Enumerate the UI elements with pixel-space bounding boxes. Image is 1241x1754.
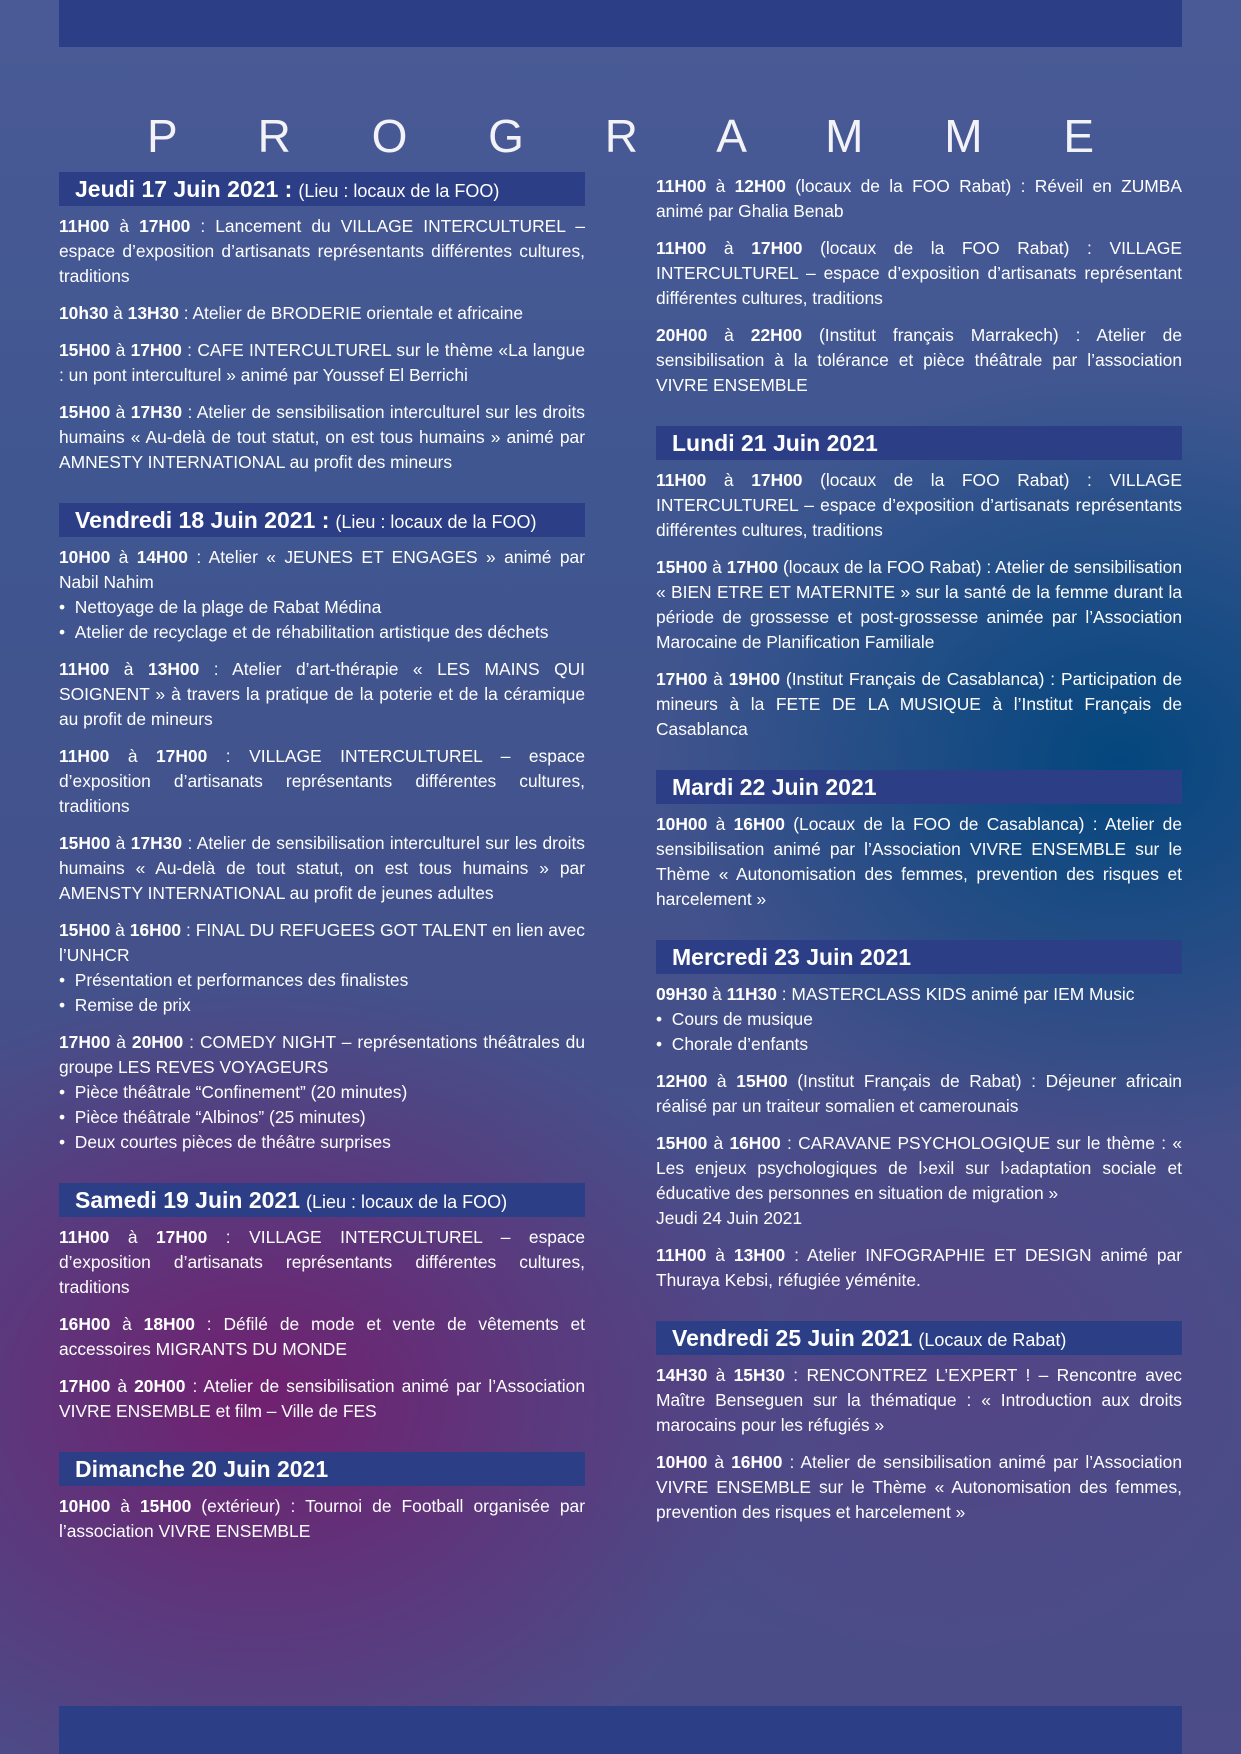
time-separator: à — [707, 669, 729, 689]
start-time: 11H00 — [59, 659, 110, 679]
start-time: 15H00 — [59, 920, 111, 940]
day-header — [656, 1321, 1182, 1355]
start-time: 09H30 — [656, 984, 708, 1004]
time-separator: à — [110, 1376, 135, 1396]
end-time: 13H00 — [733, 1245, 786, 1265]
time-separator: à — [110, 340, 131, 360]
schedule-entry — [59, 744, 585, 819]
bullet-item: • Pièce théâtrale “Confinement” (20 minutes) — [59, 1080, 585, 1105]
day-section — [59, 1183, 585, 1424]
end-time: 17H00 — [139, 216, 191, 236]
start-time: 11H00 — [59, 746, 110, 766]
end-time: 17H00 — [726, 557, 779, 577]
time-separator: à — [109, 216, 140, 236]
day-section — [656, 1321, 1182, 1525]
schedule-entry — [656, 236, 1182, 311]
start-time: 15H00 — [59, 833, 111, 853]
end-time: 15H00 — [736, 1071, 788, 1091]
day-header — [59, 1183, 585, 1217]
time-separator: à — [109, 1227, 157, 1247]
schedule-entry — [656, 1450, 1182, 1525]
time-separator: à — [706, 238, 752, 258]
entry-description: : Atelier INFOGRAPHIE ET DESIGN animé par Thuraya Kebsi, réfugiée yéménite. — [656, 1245, 1182, 1290]
end-time: 17H00 — [751, 238, 803, 258]
start-time: 14H30 — [656, 1365, 708, 1385]
schedule-entry — [656, 667, 1182, 742]
schedule-entry — [59, 214, 585, 289]
end-time: 20H00 — [134, 1376, 186, 1396]
schedule-entry — [656, 468, 1182, 543]
start-time: 12H00 — [656, 1071, 708, 1091]
start-time: 10H00 — [59, 1496, 111, 1516]
start-time: 15H00 — [59, 402, 111, 422]
start-time: 20H00 — [656, 325, 708, 345]
bullet-item: • Présentation et performances des finalistes — [59, 968, 585, 993]
bottom-banner — [59, 1706, 1182, 1754]
day-location: (Locaux de Rabat) — [918, 1330, 1067, 1350]
schedule-entry — [656, 982, 1182, 1057]
time-separator: à — [707, 1452, 732, 1472]
entry-description: (locaux de la FOO Rabat) : VILLAGE INTERCULTUREL – espace d’exposition d’artisanats représentant différentes cultures, traditions — [656, 238, 1183, 308]
end-time: 17H30 — [130, 402, 183, 422]
day-section — [656, 174, 1182, 398]
end-time: 16H00 — [729, 1133, 781, 1153]
day-title: Jeudi 17 Juin 2021 : — [75, 176, 293, 202]
day-section — [656, 940, 1182, 1293]
schedule-entry — [59, 400, 585, 475]
day-location: (Lieu : locaux de la FOO) — [298, 181, 500, 201]
day-section — [656, 770, 1182, 912]
end-time: 16H00 — [733, 814, 785, 834]
schedule-entry — [656, 1069, 1182, 1119]
time-separator: à — [706, 470, 752, 490]
bullet-item: • Atelier de recyclage et de réhabilitation artistique des déchets — [59, 620, 585, 645]
bullet-item: • Remise de prix — [59, 993, 585, 1018]
day-header — [59, 503, 585, 537]
time-separator: à — [707, 325, 751, 345]
start-time: 11H00 — [59, 216, 110, 236]
schedule-entry — [59, 301, 585, 326]
time-separator: à — [109, 746, 157, 766]
start-time: 10h30 — [59, 303, 109, 323]
day-header — [656, 770, 1182, 804]
entry-description: : CAFE INTERCULTUREL sur le thème «La langue : un pont interculturel » animé par Youssef El Berrichi — [59, 340, 585, 385]
end-time: 17H00 — [156, 1227, 208, 1247]
entry-description: (locaux de la FOO Rabat) : Atelier de sensibilisation « BIEN ETRE ET MATERNITE » sur la santé de la femme durant la période de grossesse et post-grossesse animée par l’Association Marocaine de Planification Familiale — [656, 557, 1182, 652]
schedule-entry — [59, 1225, 585, 1300]
entry-description: : Lancement du VILLAGE INTERCULTUREL – espace d’exposition d’artisanats représentants différentes cultures, traditions — [59, 216, 585, 286]
end-time: 17H30 — [130, 833, 183, 853]
schedule-entry — [656, 812, 1182, 912]
bullet-item: • Pièce théâtrale “Albinos” (25 minutes) — [59, 1105, 585, 1130]
day-title: Vendredi 25 Juin 2021 — [672, 1325, 913, 1351]
right-column — [656, 174, 1182, 1553]
entry-description: (locaux de la FOO Rabat) : VILLAGE INTERCULTUREL – espace d’exposition d’artisanats représentants différentes cultures, traditions — [656, 470, 1183, 540]
entry-description: : Atelier de sensibilisation animé par l’Association VIVRE ENSEMBLE sur le Thème « Autonomisation des femmes, prevention des risques et harcelement » — [656, 1452, 1182, 1522]
start-time: 15H00 — [656, 1133, 708, 1153]
day-title: Dimanche 20 Juin 2021 — [75, 1456, 329, 1482]
day-header — [59, 172, 585, 206]
entry-description: (Institut Français de Casablanca) : Participation de mineurs à la FETE DE LA MUSIQUE à l’Institut Français de Casablanca — [656, 669, 1182, 739]
page-title: P R O G R A M M E — [146, 109, 1129, 162]
entry-description: : Atelier d’art-thérapie « LES MAINS QUI SOIGNENT » à travers la pratique de la poterie et de la céramique au profit de mineurs — [59, 659, 585, 729]
entry-description: : Atelier de sensibilisation interculturel sur les droits humains « Au-delà de tout statut, on est tous humains » animé par AMNESTY INTERNATIONAL au profit des mineurs — [59, 402, 585, 472]
end-time: 18H00 — [143, 1314, 195, 1334]
end-time: 11H30 — [726, 984, 777, 1004]
entry-description: (Locaux de la FOO de Casablanca) : Atelier de sensibilisation animé par l’Association VIVRE ENSEMBLE sur le Thème « Autonomisation des femmes, prevention des risques et harcelement » — [656, 814, 1182, 909]
schedule-entry — [656, 174, 1182, 224]
start-time: 17H00 — [656, 669, 708, 689]
schedule-entry — [656, 1243, 1182, 1293]
schedule-entry — [59, 338, 585, 388]
entry-description: : VILLAGE INTERCULTUREL – espace d’exposition d’artisanats représentants différentes cultures, traditions — [59, 1227, 585, 1297]
time-separator: à — [110, 1314, 144, 1334]
day-section — [59, 1452, 585, 1544]
time-separator: à — [707, 1071, 737, 1091]
day-header — [59, 1452, 585, 1486]
schedule-entry — [656, 1363, 1182, 1438]
start-time: 11H00 — [656, 470, 707, 490]
schedule-entry — [59, 657, 585, 732]
top-banner — [59, 0, 1182, 47]
start-time: 17H00 — [59, 1032, 111, 1052]
schedule-entry — [59, 1312, 585, 1362]
time-separator: à — [707, 814, 734, 834]
schedule-entry — [59, 1374, 585, 1424]
entry-description: : Atelier de sensibilisation interculturel sur les droits humains « Au-delà de tout statut, on est tous humains » par AMENSTY INTERNATIONAL au profit de jeunes adultes — [59, 833, 585, 903]
end-time: 13H00 — [148, 659, 200, 679]
entry-description: : RENCONTREZ L’EXPERT ! – Rencontre avec Maître Benseguen sur la thématique : « Introduction aux droits marocains pour les réfugiés » — [656, 1365, 1182, 1435]
end-time: 17H00 — [130, 340, 182, 360]
schedule-entry — [656, 1131, 1182, 1231]
entry-description: (extérieur) : Tournoi de Football organisée par l’association VIVRE ENSEMBLE — [59, 1496, 585, 1541]
time-separator: à — [707, 557, 727, 577]
start-time: 11H00 — [656, 238, 707, 258]
end-time: 17H00 — [156, 746, 208, 766]
end-time: 13H30 — [127, 303, 179, 323]
end-time: 16H00 — [731, 1452, 783, 1472]
day-section — [59, 172, 585, 475]
time-separator: à — [707, 1365, 734, 1385]
entry-description: : Atelier de BRODERIE orientale et africaine — [178, 303, 524, 323]
day-location: (Lieu : locaux de la FOO) — [306, 1192, 508, 1212]
end-time: 20H00 — [131, 1032, 184, 1052]
schedule-entry — [656, 323, 1182, 398]
schedule-entry — [59, 831, 585, 906]
entry-description: (Institut Français de Rabat) : Déjeuner africain réalisé par un traiteur somalien et camerounais — [656, 1071, 1182, 1116]
time-separator: à — [108, 303, 128, 323]
start-time: 16H00 — [59, 1314, 111, 1334]
start-time: 15H00 — [59, 340, 111, 360]
schedule-entry — [59, 1494, 585, 1544]
entry-description: : Atelier de sensibilisation animé par l’Association VIVRE ENSEMBLE et film – Ville de FES — [59, 1376, 585, 1421]
time-separator: à — [110, 920, 130, 940]
start-time: 11H00 — [656, 1245, 707, 1265]
entry-note: Jeudi 24 Juin 2021 — [656, 1208, 803, 1228]
bullet-item: • Cours de musique — [656, 1007, 1182, 1032]
schedule-entry — [656, 555, 1182, 655]
entry-description: : COMEDY NIGHT – représentations théâtrales du groupe LES REVES VOYAGEURS — [59, 1032, 585, 1077]
start-time: 15H00 — [656, 557, 708, 577]
start-time: 10H00 — [59, 547, 111, 567]
time-separator: à — [110, 547, 137, 567]
end-time: 15H30 — [733, 1365, 785, 1385]
entry-description: : FINAL DU REFUGEES GOT TALENT en lien avec l’UNHCR — [59, 920, 585, 965]
time-separator: à — [110, 1496, 140, 1516]
time-separator: à — [707, 1133, 730, 1153]
entry-description: (Institut français Marrakech) : Atelier de sensibilisation à la tolérance et pièce théâtrale par l’association VIVRE ENSEMBLE — [656, 325, 1182, 395]
time-separator: à — [706, 176, 735, 196]
day-title: Samedi 19 Juin 2021 — [75, 1187, 301, 1213]
day-location: (Lieu : locaux de la FOO) — [335, 512, 537, 532]
end-time: 22H00 — [750, 325, 803, 345]
end-time: 17H00 — [751, 470, 803, 490]
start-time: 10H00 — [656, 1452, 708, 1472]
end-time: 12H00 — [734, 176, 786, 196]
day-title: Mardi 22 Juin 2021 — [672, 774, 877, 800]
day-header — [656, 940, 1182, 974]
entry-description: : CARAVANE PSYCHOLOGIQUE sur le thème : « Les enjeux psychologiques de l›exil sur l›adaptation sociale et éducative des personnes en situation de migration » — [656, 1133, 1182, 1203]
left-column — [59, 172, 585, 1572]
start-time: 10H00 — [656, 814, 708, 834]
end-time: 15H00 — [140, 1496, 192, 1516]
entry-description: (locaux de la FOO Rabat) : Réveil en ZUMBA animé par Ghalia Benab — [656, 176, 1182, 221]
end-time: 19H00 — [728, 669, 781, 689]
day-header — [656, 426, 1182, 460]
time-separator: à — [109, 659, 148, 679]
entry-description: : MASTERCLASS KIDS animé par IEM Music — [776, 984, 1135, 1004]
start-time: 11H00 — [656, 176, 707, 196]
start-time: 17H00 — [59, 1376, 111, 1396]
day-section — [59, 503, 585, 1155]
day-title: Vendredi 18 Juin 2021 : — [75, 507, 330, 533]
bullet-item: • Nettoyage de la plage de Rabat Médina — [59, 595, 585, 620]
schedule-entry — [59, 545, 585, 645]
time-separator: à — [707, 984, 727, 1004]
time-separator: à — [706, 1245, 734, 1265]
day-title: Mercredi 23 Juin 2021 — [672, 944, 912, 970]
time-separator: à — [110, 1032, 132, 1052]
schedule-entry — [59, 1030, 585, 1155]
entry-description: : Atelier « JEUNES ET ENGAGES » animé par Nabil Nahim — [59, 547, 585, 592]
time-separator: à — [110, 833, 131, 853]
day-title: Lundi 21 Juin 2021 — [672, 430, 878, 456]
day-section — [656, 426, 1182, 742]
end-time: 14H00 — [136, 547, 188, 567]
bullet-item: • Deux courtes pièces de théâtre surprises — [59, 1130, 585, 1155]
schedule-entry — [59, 918, 585, 1018]
entry-description: : VILLAGE INTERCULTUREL – espace d’exposition d’artisanats représentants différentes cultures, traditions — [59, 746, 585, 816]
bullet-item: • Chorale d’enfants — [656, 1032, 1182, 1057]
end-time: 16H00 — [129, 920, 182, 940]
start-time: 11H00 — [59, 1227, 110, 1247]
entry-description: : Défilé de mode et vente de vêtements et accessoires MIGRANTS DU MONDE — [59, 1314, 585, 1359]
time-separator: à — [110, 402, 131, 422]
